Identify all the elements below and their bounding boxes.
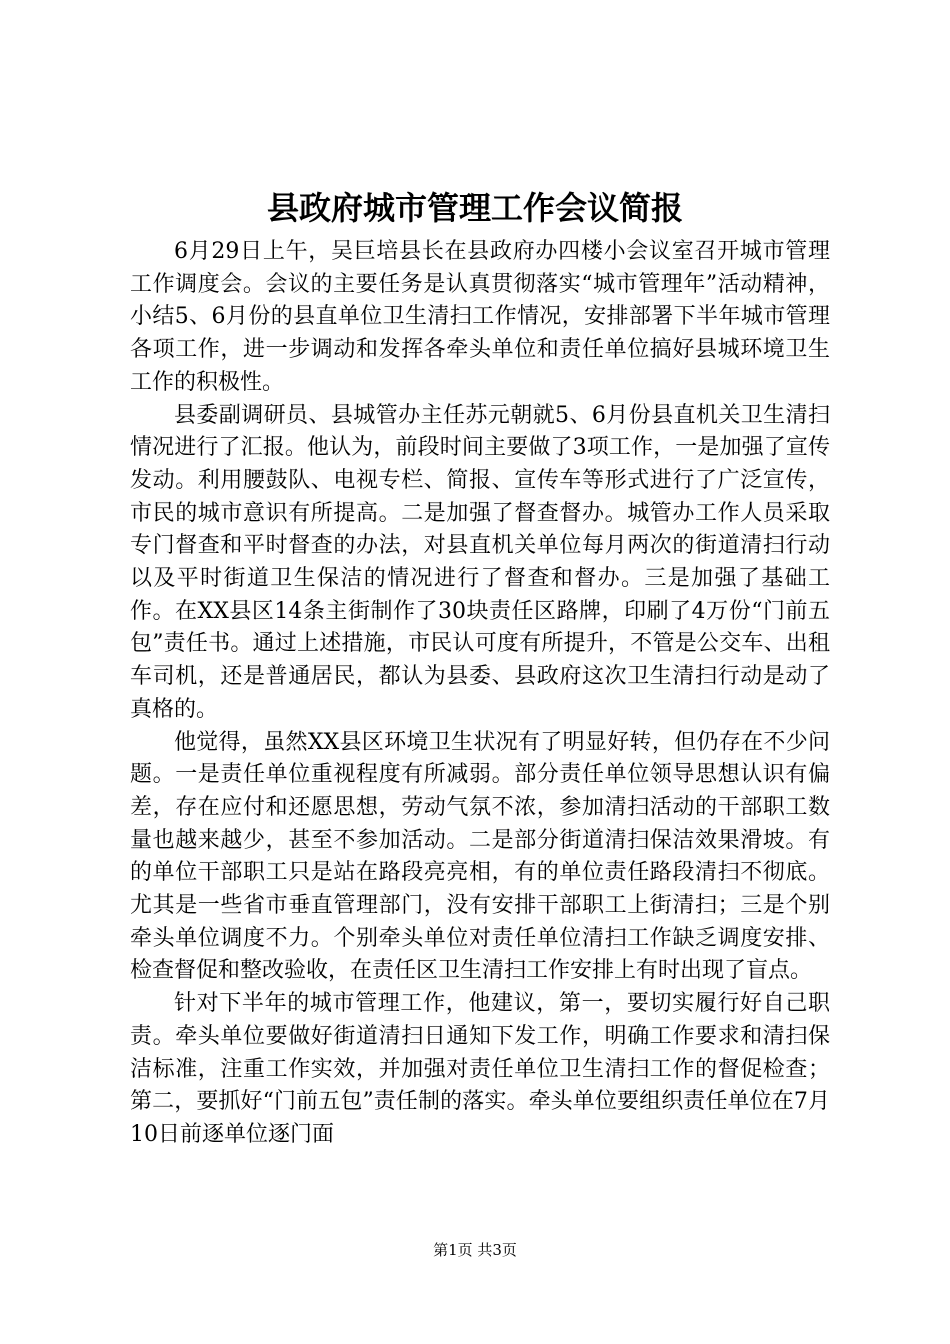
document-title: 县政府城市管理工作会议简报 xyxy=(266,189,683,227)
paragraph-4: 针对下半年的城市管理工作，他建议，第一，要切实履行好自己职责。牵头单位要做好街道清扫日通知下发工作，明确工作要求和清扫保洁标准，注重工作实效，并加强对责任单位卫生清扫工作的督促检查；第二，要抓好“门前五包”责任制的落实。牵头单位要组织责任单位在7月10日前逐单位逐门面 xyxy=(130,991,830,1147)
document-body xyxy=(130,236,830,1152)
paragraph-3: 他觉得，虽然XX县区环境卫生状况有了明显好转，但仍存在不少问题。一是责任单位重视程度有所减弱。部分责任单位领导思想认识有偏差，存在应付和还愿思想，劳动气氛不浓，参加清扫活动的干部职工数量也越来越少，甚至不参加活动。二是部分街道清扫保洁效果滑坡。有的单位干部职工只是站在路段亮亮相，有的单位责任路段清扫不彻底。尤其是一些省市垂直管理部门，没有安排干部职工上街清扫；三是个别牵头单位调度不力。个别牵头单位对责任单位清扫工作缺乏调度安排、检查督促和整改验收，在责任区卫生清扫工作安排上有时出现了盲点。 xyxy=(130,729,830,984)
paragraph-2: 县委副调研员、县城管办主任苏元朝就5、6月份县直机关卫生清扫情况进行了汇报。他认为，前段时间主要做了3项工作，一是加强了宣传发动。利用腰鼓队、电视专栏、简报、宣传车等形式进行了广泛宣传，市民的城市意识有所提高。二是加强了督查督办。城管办工作人员采取专门督查和平时督查的办法，对县直机关单位每月两次的街道清扫行动以及平时街道卫生保洁的情况进行了督查和督办。三是加强了基础工作。在XX县区14条主街制作了30块责任区路牌，印刷了4万份“门前五包”责任书。通过上述措施，市民认可度有所提升，不管是公交车、出租车司机，还是普通居民，都认为县委、县政府这次卫生清扫行动是动了真格的。 xyxy=(130,402,830,722)
page-number-footer: 第1页 共3页 xyxy=(433,1241,517,1259)
paragraph-1: 6月29日上午，吴巨培县长在县政府办四楼小会议室召开城市管理工作调度会。会议的主要任务是认真贯彻落实“城市管理年”活动精神，小结5、6月份的县直单位卫生清扫工作情况，安排部署下半年城市管理各项工作，进一步调动和发挥各牵头单位和责任单位搞好县城环境卫生工作的积极性。 xyxy=(130,239,830,395)
